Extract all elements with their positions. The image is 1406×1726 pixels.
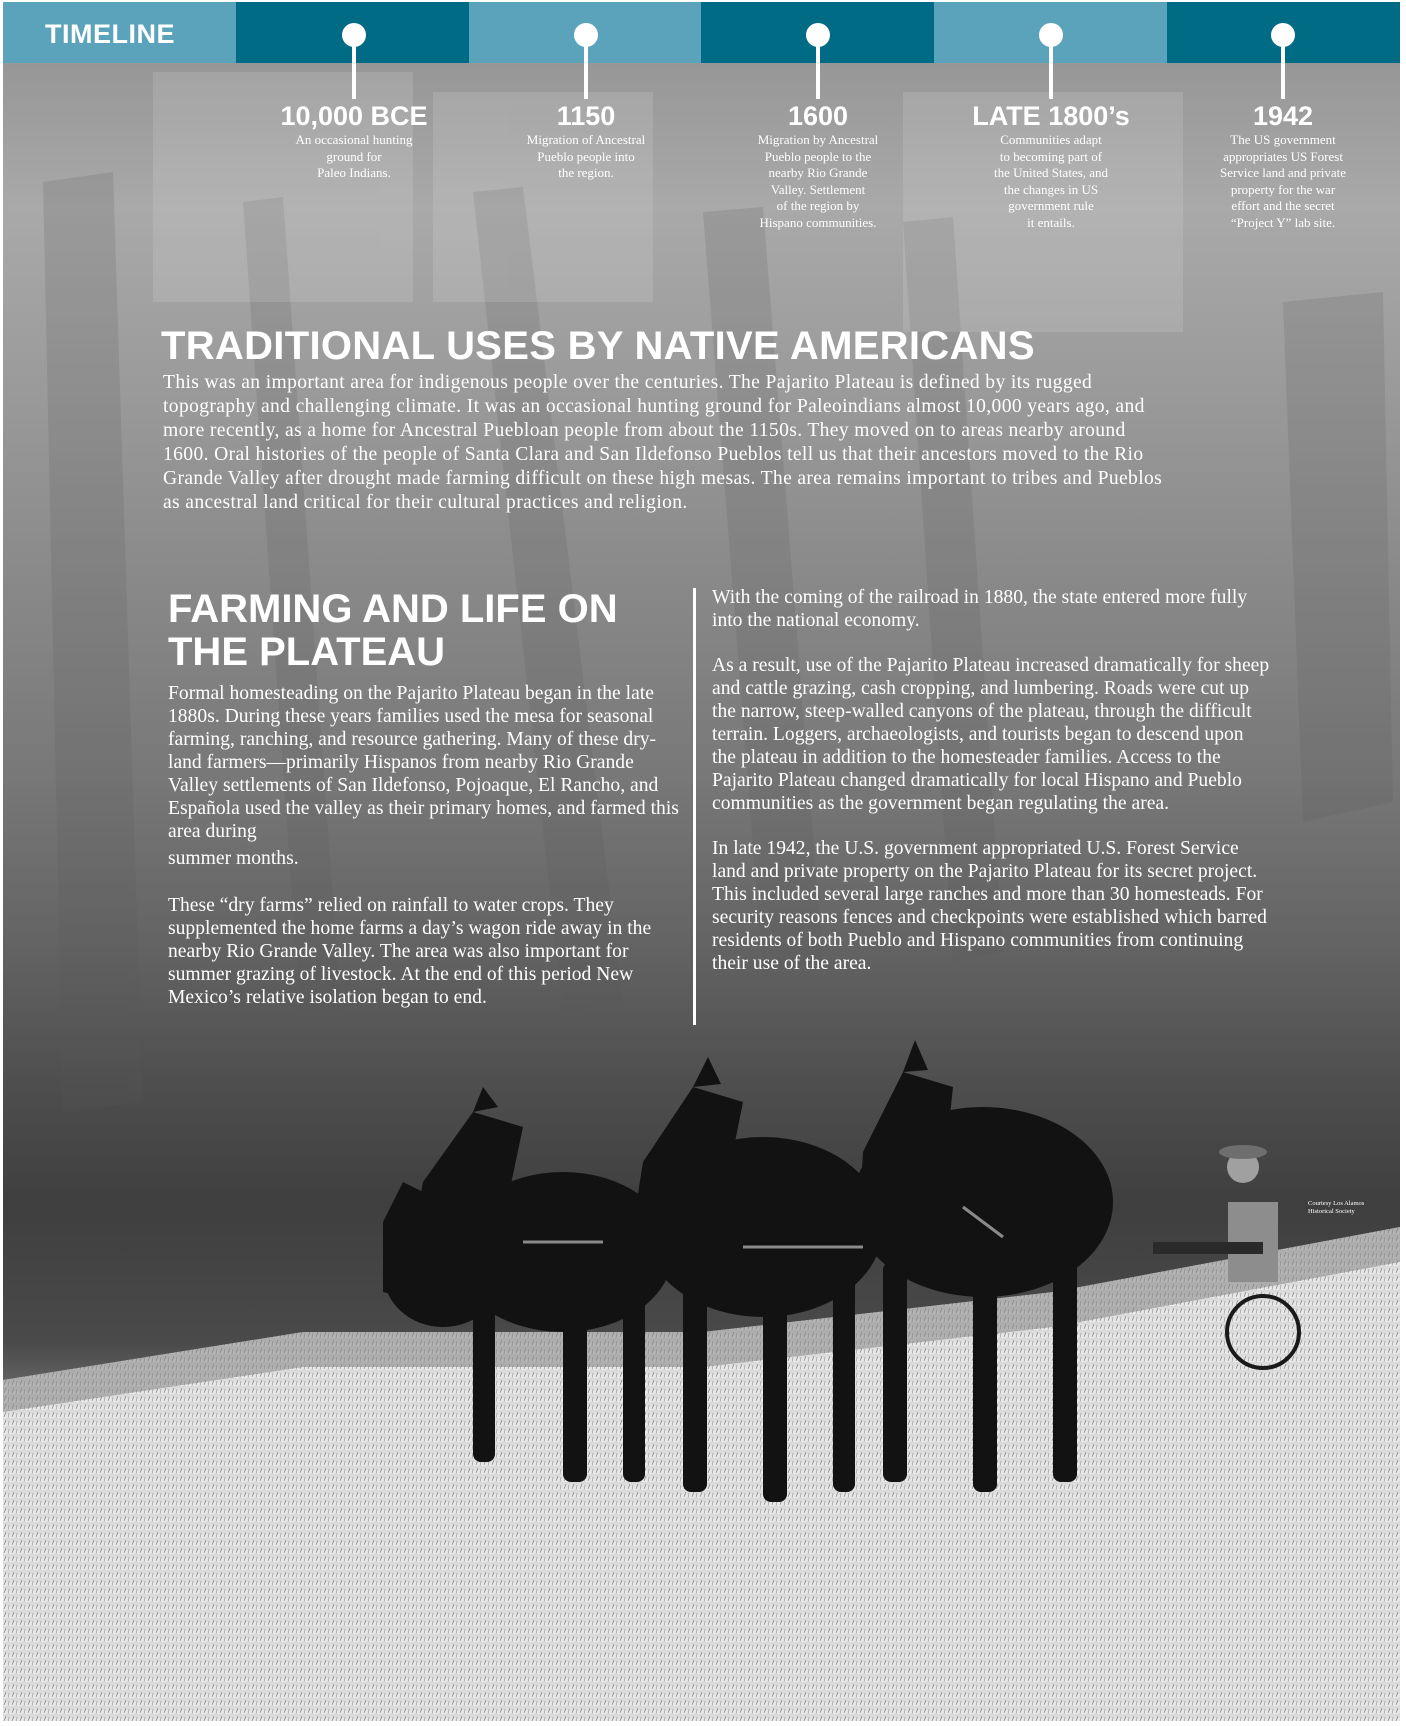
- column-divider: [693, 588, 696, 1025]
- timeline-year: 1150: [556, 101, 616, 131]
- farming-paragraph: In late 1942, the U.S. government appropriated U.S. Forest Service land and private property on the Pajarito Plateau for its secret project. This included several large ranches and more than 30 homesteads. For security reasons fences and checkpoints were established which barred residents of both Pueblo and Hispano communities from continuing their use of the area.: [712, 838, 1267, 974]
- timeline-description: An occasional hunting ground for Paleo Indians.: [295, 132, 413, 181]
- timeline-marker: [1271, 23, 1295, 99]
- farming-paragraph: As a result, use of the Pajarito Plateau increased dramatically for sheep and cattle grazing, cash cropping, and lumbering. Roads were cut up the narrow, steep-walled canyons of the plateau, through the difficult terrain. Loggers, archaeologists, and tourists began to descend upon the plateau in addition to the homesteader families. Access to the Pajarito Plateau changed dramatically for local Hispano and Pueblo communities as the government began regulating the area.: [712, 655, 1270, 814]
- timeline-description: The US government appropriates US Forest Service land and private property for the war effort and the secret “Project Y” lab site.: [1220, 132, 1346, 230]
- timeline-description: Migration by Ancestral Pueblo people to the nearby Rio Grande Valley. Settlement of the region by Hispano communities.: [757, 132, 879, 230]
- timeline-marker: [574, 23, 598, 99]
- timeline-year: LATE 1800’s: [972, 101, 1130, 131]
- photo-credit: Courtesy Los Alamos Historical Society: [1308, 1200, 1365, 1215]
- timeline-marker: [1039, 23, 1063, 99]
- farming-heading: FARMING AND LIFE ON THE PLATEAU: [168, 587, 618, 674]
- farming-paragraph: These “dry farms” relied on rainfall to water crops. They supplemented the home farms a day’s wagon ride away in the nearby Rio Grande Valley. The area was also important for summer grazing of livestock. At the end of this period New Mexico’s relative isolation began to end.: [168, 895, 652, 1008]
- timeline-title: TIMELINE: [45, 19, 175, 49]
- timeline-description: Communities adapt to becoming part of the United States, and the changes in US government rule it entails.: [993, 132, 1109, 230]
- timeline-year: 10,000 BCE: [280, 101, 428, 131]
- farming-left-column: [168, 682, 683, 1033]
- timeline-description: Migration of Ancestral Pueblo people into the region.: [526, 132, 646, 181]
- traditional-heading: TRADITIONAL USES BY NATIVE AMERICANS: [161, 324, 1035, 368]
- timeline-marker: [342, 23, 366, 99]
- traditional-body: This was an important area for indigenous people over the centuries. The Pajarito Plateau is defined by its rugged topography and challenging climate. It was an occasional hunting ground for Paleoindians almost 10,000 years ago, and more recently, as a home for Ancestral Puebloan people from about the 1150s. They moved on to areas nearby around 1600. Oral histories of the people of Santa Clara and San Ildefonso Pueblos tell us that their ancestors moved to the Rio Grande Valley after drought made farming difficult on these high mesas. The area remains important to tribes and Pueblos as ancestral land critical for their cultural practices and religion.: [163, 372, 1163, 513]
- farming-paragraph: With the coming of the railroad in 1880, the state entered more fully into the national economy.: [712, 587, 1248, 631]
- timeline-band: [3, 2, 1400, 63]
- farming-paragraph-end: summer months.: [168, 848, 299, 869]
- farming-right-column: [712, 586, 1272, 997]
- farming-paragraph: Formal homesteading on the Pajarito Plateau began in the late 1880s. During these years families used the mesa for seasonal farming, ranching, and resource gathering. Many of these dry-land farmers—primarily Hispanos from nearby Rio Grande Valley settlements of San Ildefonso, Pojoaque, El Rancho, and Española used the valley as their primary homes, and farmed this area during: [168, 683, 679, 842]
- timeline-year: 1942: [1252, 101, 1314, 131]
- exhibit-panel: [3, 2, 1400, 1721]
- timeline-year: 1600: [787, 101, 849, 131]
- timeline-marker: [806, 23, 830, 99]
